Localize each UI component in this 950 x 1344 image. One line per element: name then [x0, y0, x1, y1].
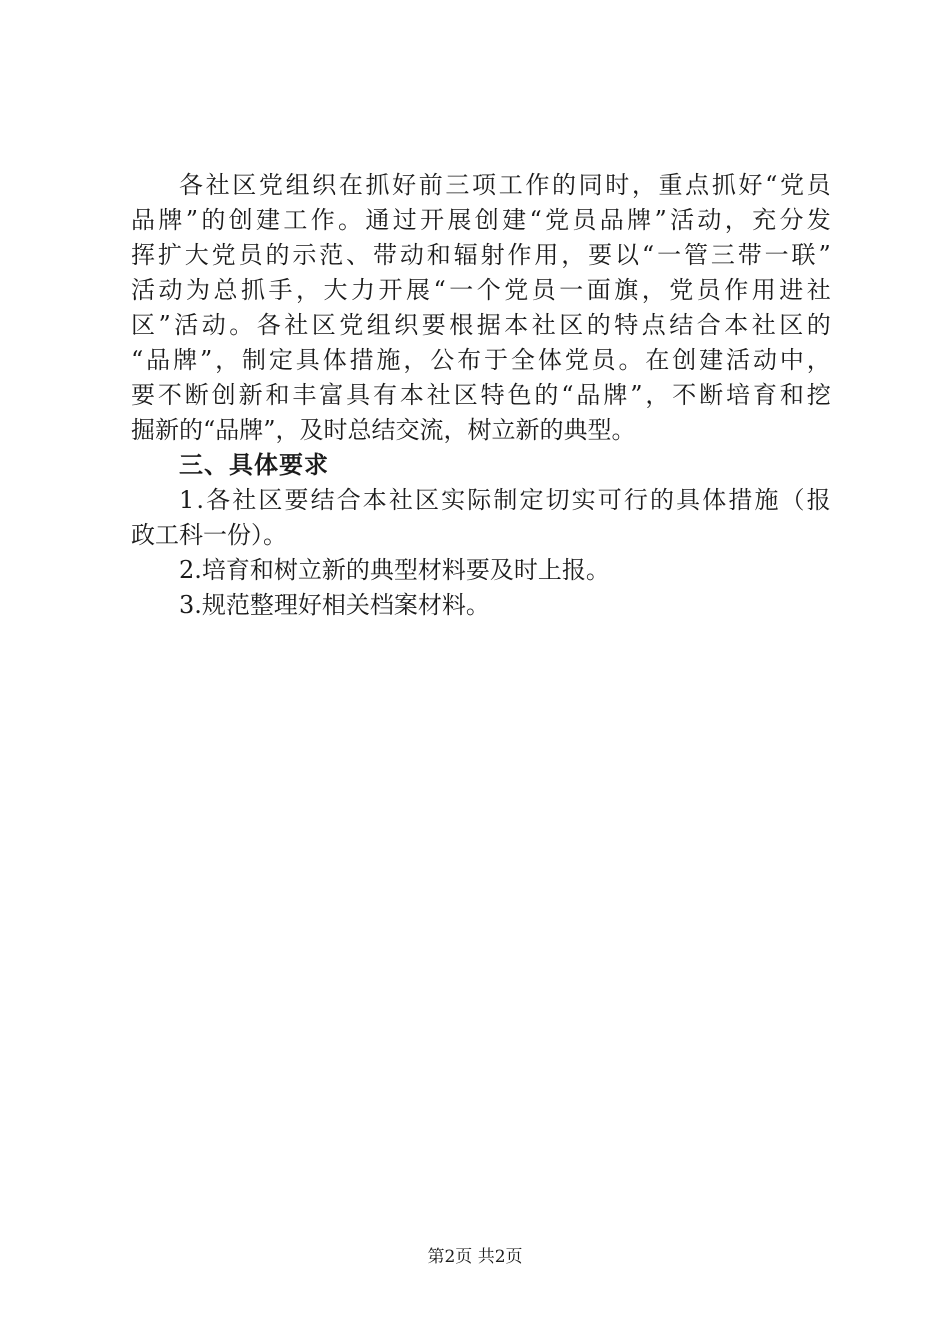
paragraph-line: 挥 扩 大 党 员 的 示 范 、 带 动 和 辐 射 作 用 ， 要 以 “ 一 管 三 带 一 联 ”	[131, 241, 831, 269]
requirement-item-2: 2.培育和树立新的典型材料要及时上报。	[179, 556, 610, 584]
requirement-line: 1 . 各 社 区 要 结 合 本 社 区 实 际 制 定 切 实 可 行 的 具 体 措 施 （ 报	[179, 486, 831, 514]
paragraph-line: 品 牌 ” 的 创 建 工 作 。 通 过 开 展 创 建 “ 党 员 品 牌 ” 活 动 ， 充 分 发	[131, 206, 831, 234]
section-heading: 三、具体要求	[179, 451, 329, 479]
paragraph-line: “ 品 牌 ” ， 制 定 具 体 措 施 ， 公 布 于 全 体 党 员 。 在 创 建 活 动 中 ，	[131, 346, 831, 374]
paragraph-line: 各 社 区 党 组 织 在 抓 好 前 三 项 工 作 的 同 时 ， 重 点 抓 好 “ 党 员	[179, 171, 831, 199]
requirement-item-3: 3.规范整理好相关档案材料。	[179, 591, 490, 619]
page-footer: 第2页 共2页	[427, 1247, 523, 1267]
paragraph-line: 活 动 为 总 抓 手 ， 大 力 开 展 “ 一 个 党 员 一 面 旗 ， 党 员 作 用 进 社	[131, 276, 831, 304]
paragraph-line: 区 ” 活 动 。 各 社 区 党 组 织 要 根 据 本 社 区 的 特 点 结 合 本 社 区 的	[131, 311, 831, 339]
paragraph-line-last: 掘新的“品牌”，及时总结交流，树立新的典型。	[131, 416, 636, 444]
paragraph-line: 要 不 断 创 新 和 丰 富 具 有 本 社 区 特 色 的 “ 品 牌 ” ， 不 断 培 育 和 挖	[131, 381, 831, 409]
requirement-line-last: 政工科一份）。	[131, 521, 287, 549]
document-body	[131, 168, 831, 623]
